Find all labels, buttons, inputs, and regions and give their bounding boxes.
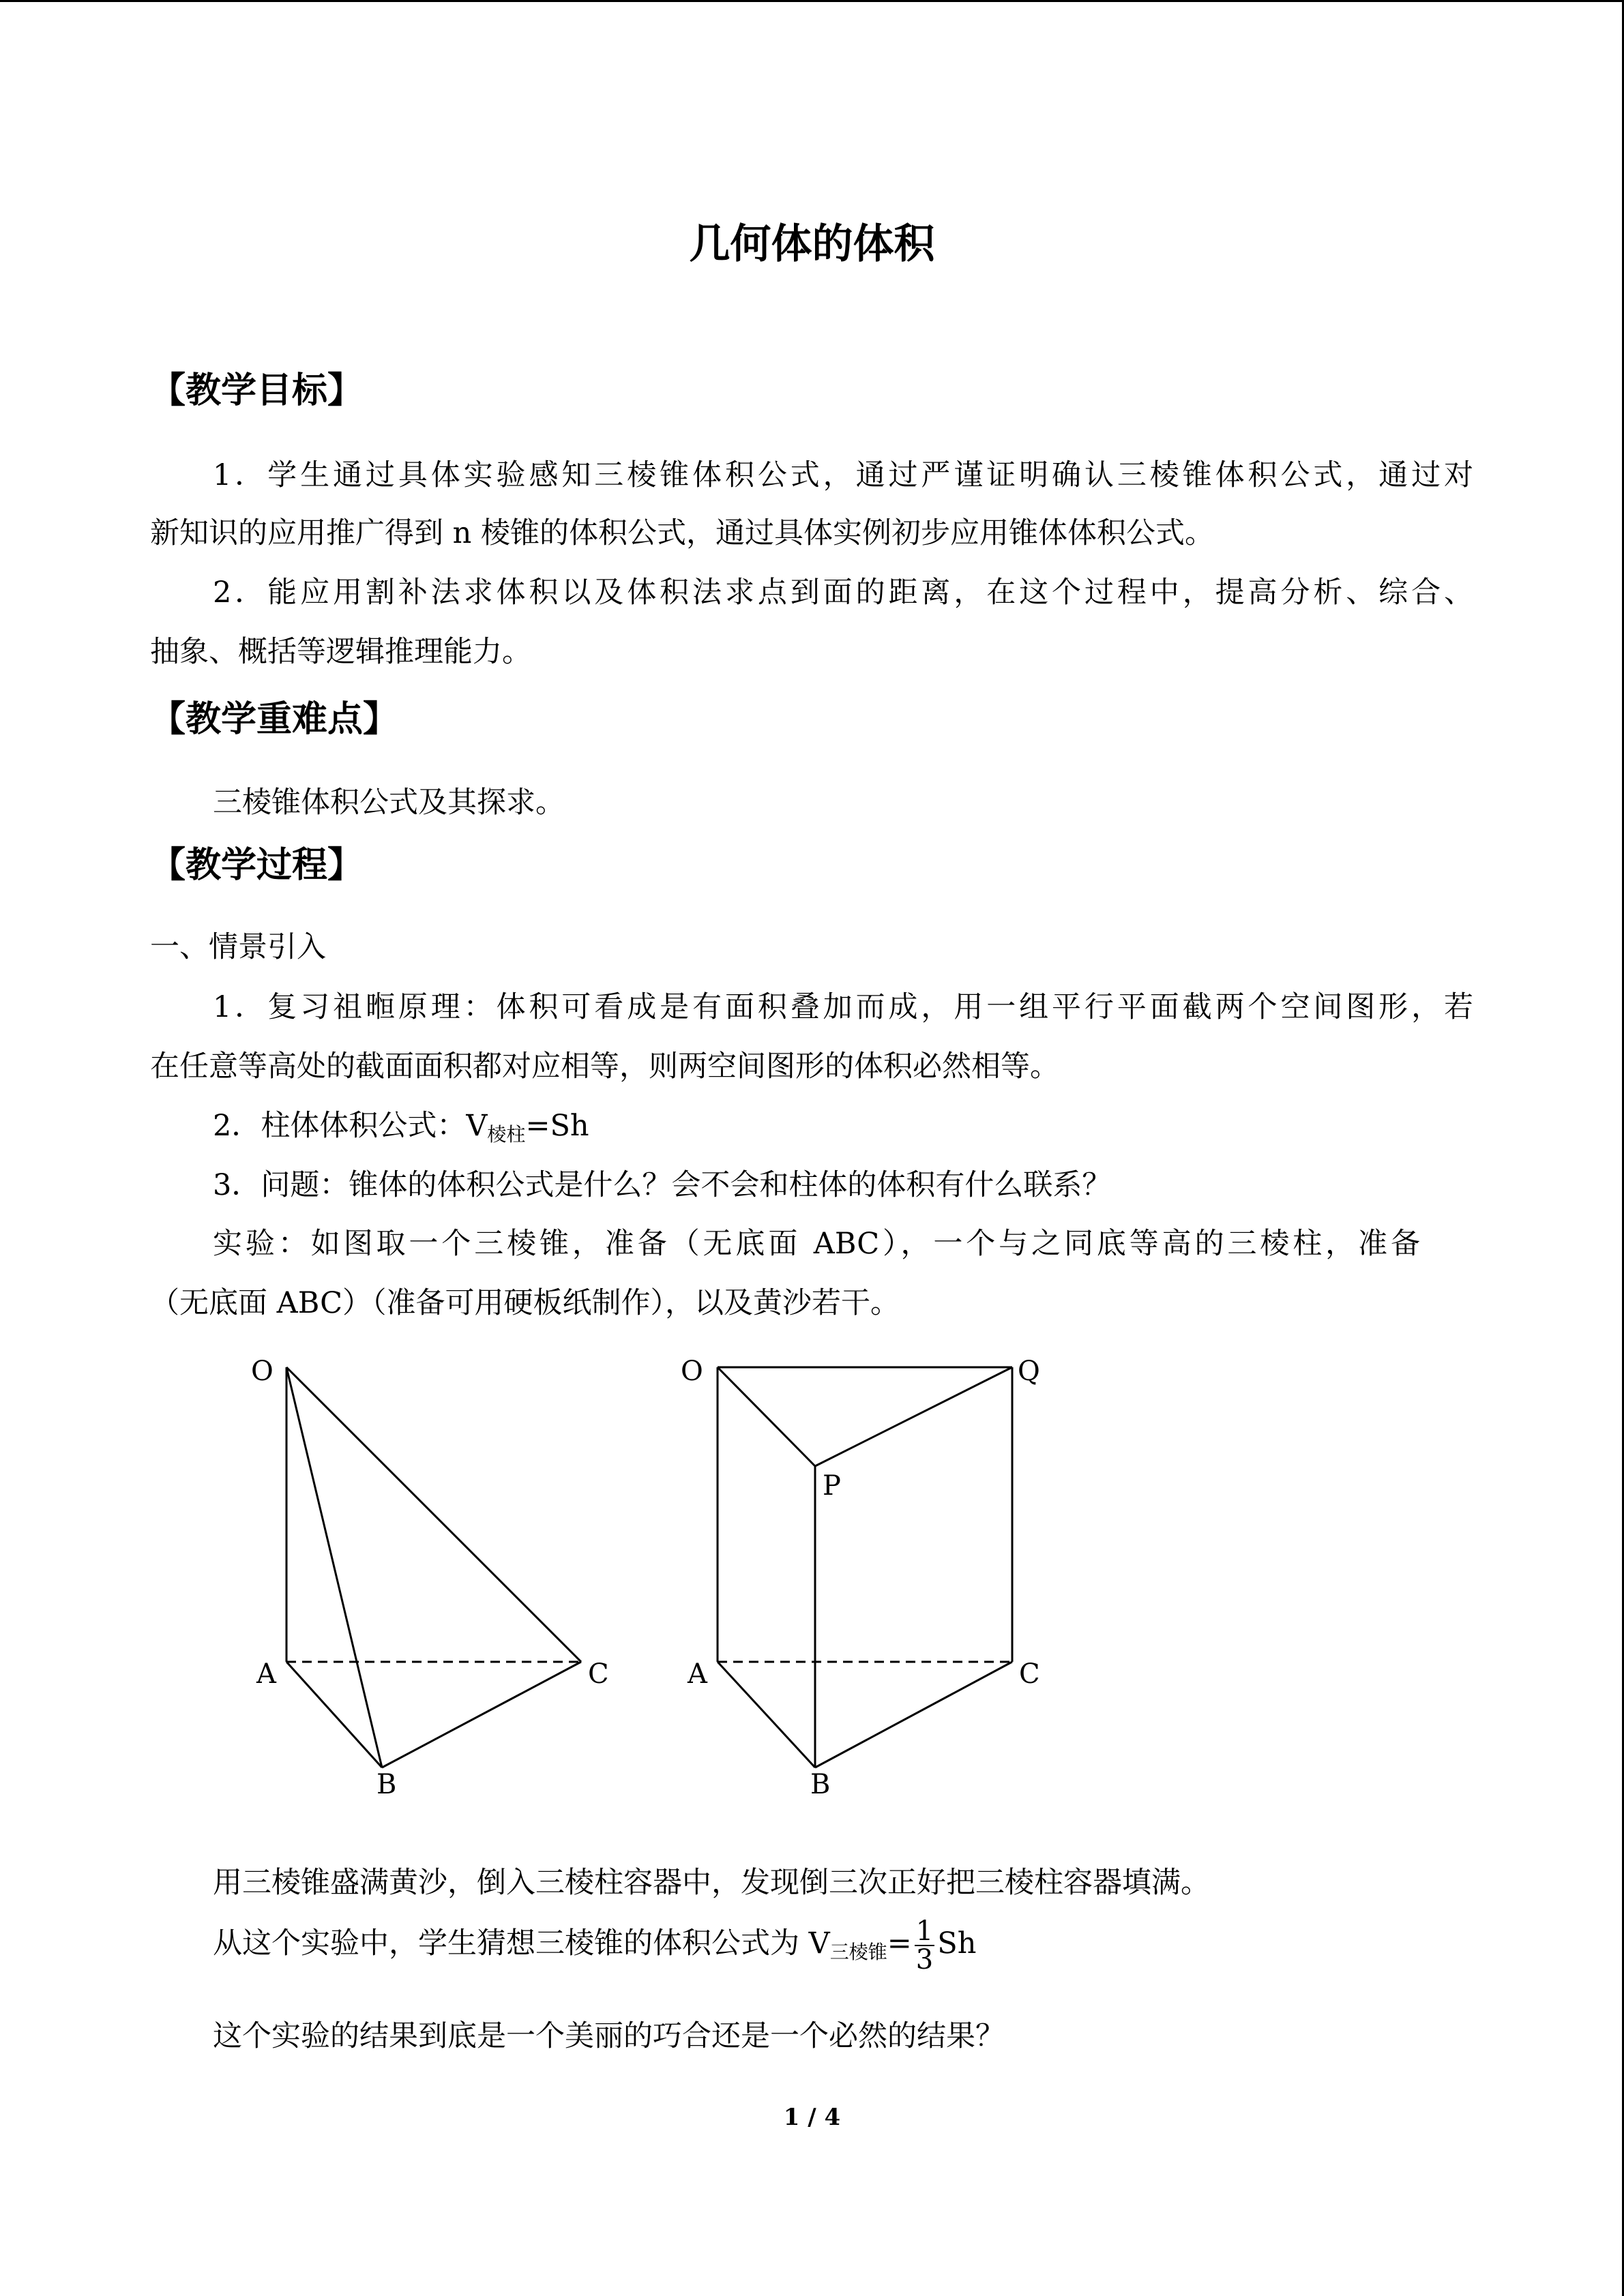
experiment-line2: （无底面 ABC）（准备可用硬板纸制作），以及黄沙若干。 [150, 1286, 900, 1320]
prism-formula-prefix: 2．柱体体积公式：V [213, 1109, 488, 1143]
edge-pq [815, 1367, 1012, 1466]
fraction-denominator: 3 [915, 1944, 934, 1976]
process-heading: 【教学过程】 [150, 845, 364, 886]
goals-heading: 【教学目标】 [150, 370, 364, 411]
label-c-right: C [1019, 1658, 1040, 1690]
goals-item1-line1: 1．学生通过具体实验感知三棱锥体积公式，通过严谨证明确认三棱锥体积公式，通过对 [213, 458, 1473, 492]
part1-title: 一、情景引入 [150, 930, 326, 964]
label-o-left: O [251, 1356, 274, 1387]
process-p3: 3．问题：锥体的体积公式是什么？会不会和柱体的体积有什么联系？ [213, 1168, 1112, 1202]
key-points-text: 三棱锥体积公式及其探求。 [213, 786, 565, 820]
tetrahedron-figure [286, 1367, 581, 1768]
edge-bc-prism [815, 1662, 1012, 1768]
conjecture-sub: 三棱锥 [829, 1941, 887, 1963]
page-title: 几何体的体积 [689, 220, 935, 268]
goals-item1-line2: 新知识的应用推广得到 n 棱锥的体积公式，通过具体实例初步应用锥体体积公式。 [150, 516, 1215, 550]
experiment-result: 用三棱锥盛满黄沙，倒入三棱柱容器中，发现倒三次正好把三棱柱容器填满。 [213, 1866, 1210, 1900]
closing-question: 这个实验的结果到底是一个美丽的巧合还是一个必然的结果？ [213, 2019, 1005, 2053]
edge-ob [286, 1367, 382, 1768]
label-q-right: Q [1018, 1356, 1040, 1387]
label-a-right: A [688, 1658, 707, 1690]
prism-labels [681, 1356, 1040, 1800]
goals-item2-line2: 抽象、概括等逻辑推理能力。 [150, 635, 531, 669]
key-points-heading: 【教学重难点】 [150, 699, 399, 740]
label-b-right: B [810, 1769, 831, 1800]
edge-bc [382, 1662, 581, 1768]
one-third-fraction [915, 1915, 934, 1976]
page-number: 1 / 4 [783, 2104, 841, 2131]
prism-formula-sub: 棱柱 [487, 1123, 526, 1146]
label-a-left: A [256, 1658, 276, 1690]
edge-op [718, 1367, 815, 1466]
experiment-line1: 实验：如图取一个三棱锥，准备（无底面 ABC），一个与之同底等高的三棱柱，准备 [213, 1227, 1420, 1261]
conjecture-eq: = [887, 1926, 912, 1960]
edge-oc [286, 1367, 581, 1662]
process-p1-line2: 在任意等高处的截面面积都对应相等，则两空间图形的体积必然相等。 [150, 1049, 1059, 1084]
edge-ab [286, 1662, 382, 1768]
prism-formula-suffix: =Sh [525, 1109, 589, 1143]
pyramid-volume-conjecture [213, 1915, 977, 1976]
label-p-right: P [823, 1470, 841, 1502]
process-p1-line1: 1．复习祖暅原理：体积可看成是有面积叠加而成，用一组平行平面截两个空间图形，若 [213, 990, 1473, 1024]
edge-ab-prism [718, 1662, 815, 1768]
prism-figure [718, 1367, 1012, 1768]
tetrahedron-labels [251, 1356, 609, 1800]
label-o-right: O [681, 1356, 703, 1387]
label-c-left: C [588, 1658, 609, 1690]
label-b-left: B [377, 1769, 397, 1800]
goals-item2-line1: 2．能应用割补法求体积以及体积法求点到面的距离，在这个过程中，提高分析、综合、 [213, 576, 1473, 610]
conjecture-suffix: Sh [937, 1926, 977, 1960]
fraction-numerator: 1 [915, 1915, 934, 1947]
conjecture-prefix: 从这个实验中，学生猜想三棱锥的体积公式为 V [213, 1926, 830, 1960]
